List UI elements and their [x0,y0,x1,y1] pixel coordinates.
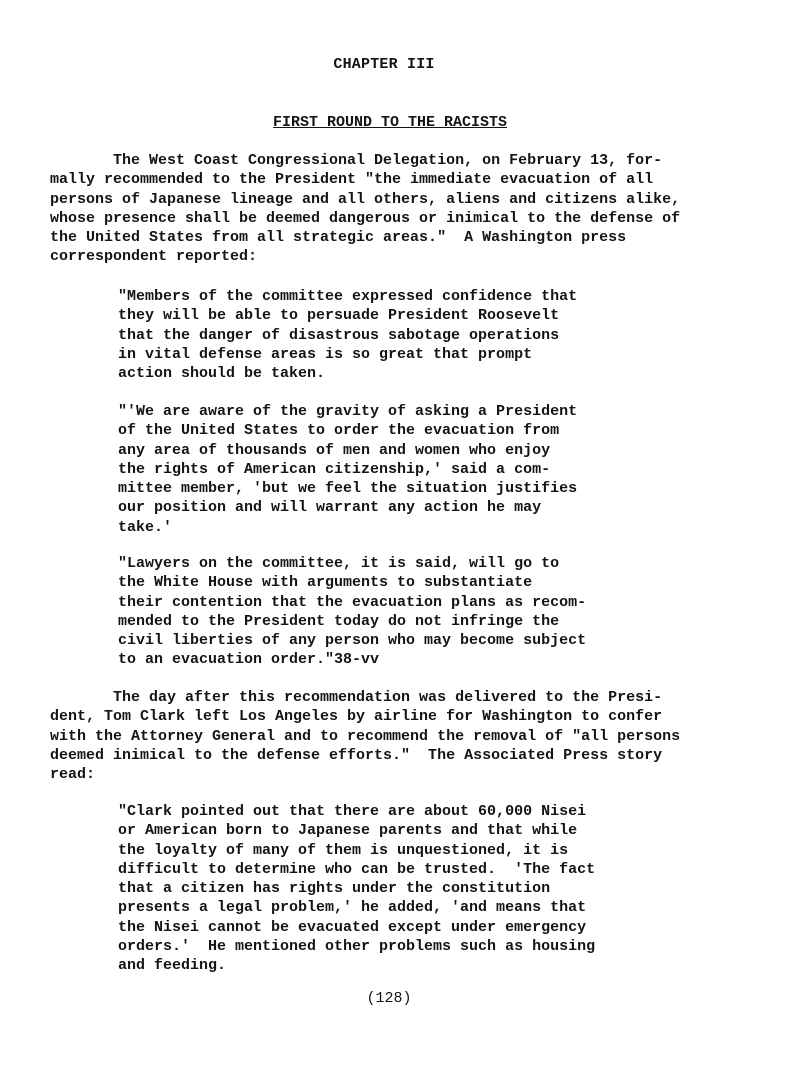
page-number: (128) [366,990,412,1007]
chapter-title [0,114,780,131]
chapter-title-text: FIRST ROUND TO THE RACISTS [272,114,508,131]
block-quote-1: "Members of the committee expressed confidence that they will be able to persuade President Roosevelt that the danger of disastrous sabotage operations in vital defense areas is so great that prompt action should be taken. [118,288,578,383]
block-quote-2: "'We are aware of the gravity of asking a President of the United States to order the evacuation from any area of thousands of men and women who enjoy the rights of American citizenship,' said a com- mittee member, 'but we feel the situation justifies our position and will warrant any action he may take.' [118,403,578,536]
paragraph-2: The day after this recommendation was delivered to the Presi- dent, Tom Clark left Los Angeles by airline for Washington to confer with the Attorney General and to recommend the removal of "all persons deemed inimical to the defense efforts." The Associated Press story read: [50,689,681,784]
block-quote-4: "Clark pointed out that there are about 60,000 Nisei or American born to Japanese parents and that while the loyalty of many of them is unquestioned, it is difficult to determine who can be trusted. 'The fact that a citizen has rights under the constitution presents a legal problem,' he added, 'and means that the Nisei cannot be evacuated except under emergency orders.' He mentioned other problems such as housing and feeding. [118,803,596,975]
block-quote-3: "Lawyers on the committee, it is said, will go to the White House with arguments to substantiate their contention that the evacuation plans as recom- mended to the President today do not infringe the civil liberties of any person who may become subject to an evacuation order."38-vv [118,555,587,669]
paragraph-1: The West Coast Congressional Delegation, on February 13, for- mally recommended to the President "the immediate evacuation of all persons of Japanese lineage and all others, aliens and citizens alike, whose presence shall be deemed dangerous or inimical to the defense of the United States from all strategic areas." A Washington press correspondent reported: [50,152,681,266]
chapter-heading: CHAPTER III [333,56,435,73]
